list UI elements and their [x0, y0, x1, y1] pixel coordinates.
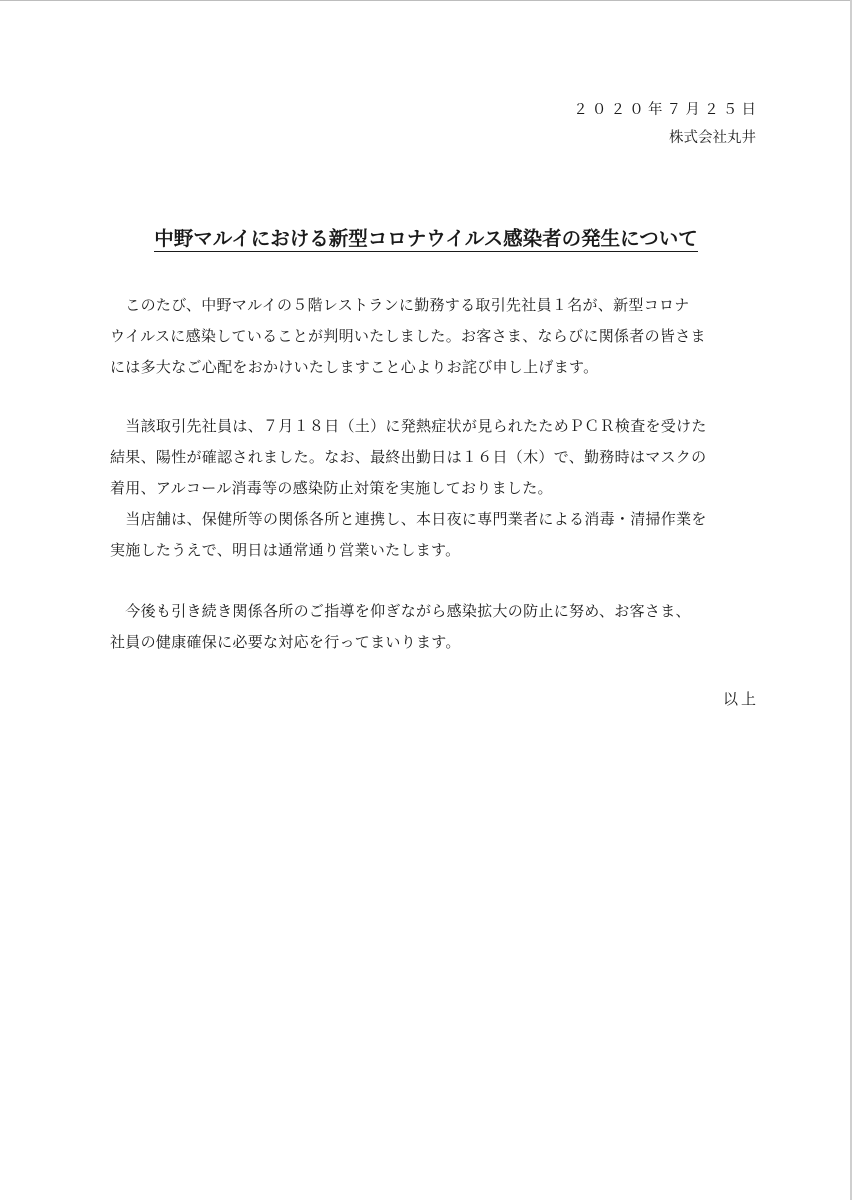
paragraph-store-measures	[110, 504, 760, 566]
paragraph-line: には多大なご心配をおかけいたしますこと心よりお詫び申し上げます。	[110, 358, 599, 376]
paragraph-line: 実施したうえで、明日は通常通り営業いたします。	[110, 541, 461, 559]
document-header	[573, 96, 761, 152]
page-top-edge	[0, 0, 852, 1]
issuer-company: 株式会社丸井	[669, 130, 756, 146]
paragraph-line: 当店舗は、保健所等の関係各所と連携し、本日夜に専門業者による消毒・清掃作業を	[110, 510, 707, 528]
paragraph-line: 結果、陽性が確認されました。なお、最終出勤日は１６日（木）で、勤務時はマスクの	[110, 448, 707, 466]
paragraph-line: 社員の健康確保に必要な対応を行ってまいります。	[110, 633, 461, 651]
paragraph-line: このたび、中野マルイの５階レストランに勤務する取引先社員１名が、新型コロナ	[110, 296, 690, 314]
paragraph-line: 当該取引先社員は、７月１８日（土）に発熱症状が見られたためＰＣＲ検査を受けた	[110, 417, 707, 435]
document-title	[0, 224, 852, 254]
paragraph-future-response	[110, 596, 760, 658]
paragraph-line: 着用、アルコール消毒等の感染防止対策を実施しておりました。	[110, 479, 553, 497]
paragraph-announcement	[110, 290, 760, 383]
paragraph-line: 今後も引き続き関係各所のご指導を仰ぎながら感染拡大の防止に努め、お客さま、	[110, 602, 691, 620]
document-title-text: 中野マルイにおける新型コロナウイルス感染者の発生について	[154, 227, 698, 250]
document-date: ２０２０年７月２５日	[573, 102, 761, 118]
paragraph-details	[110, 411, 760, 504]
paragraph-line: ウイルスに感染していることが判明いたしました。お客さま、ならびに関係者の皆さま	[110, 327, 706, 345]
closing-mark: 以上	[722, 690, 759, 708]
